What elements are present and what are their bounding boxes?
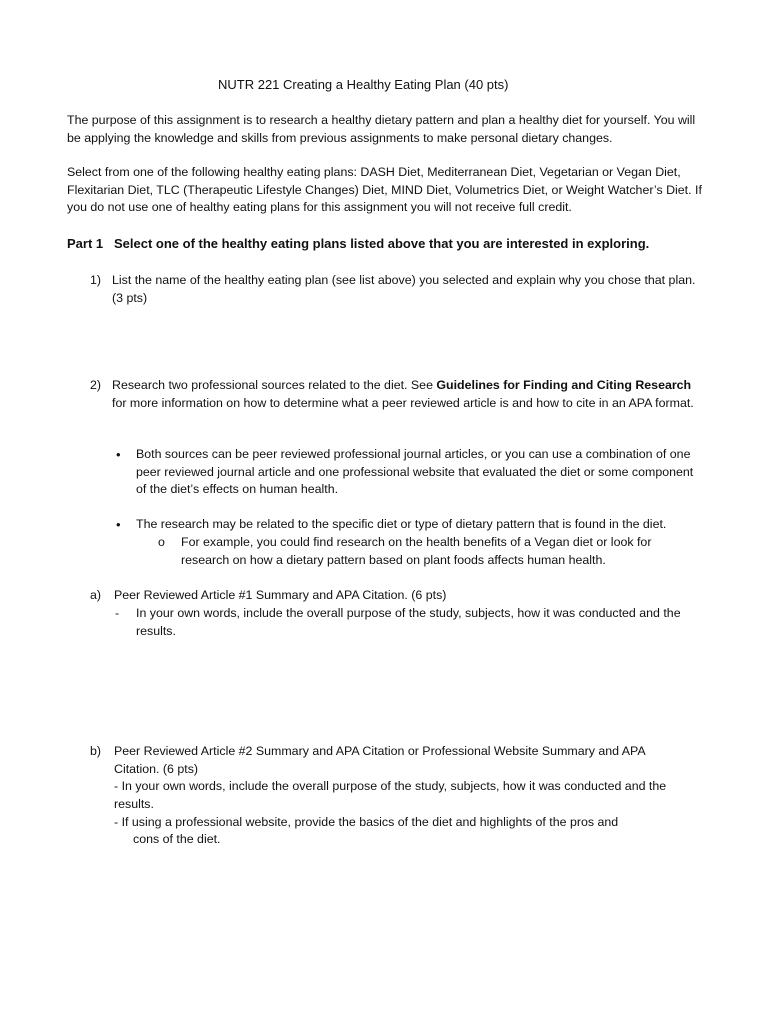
- item-a-dash: -: [115, 606, 120, 620]
- page-title: NUTR 221 Creating a Healthy Eating Plan (40 pts): [218, 77, 509, 92]
- bullet-2-text: The research may be related to the specific diet or type of dietary pattern that is found in the diet.: [136, 517, 667, 531]
- guidelines-link[interactable]: Guidelines for Finding and Citing Research: [436, 378, 692, 392]
- bullet-1-symbol: •: [116, 447, 121, 462]
- item-b-detail-2-line1: - If using a professional website, provide the basics of the diet and highlights of the pros and: [114, 815, 619, 829]
- sub-bullet-text: For example, you could find research on the health benefits of a Vegan diet or look for research on how a dietary pattern based on plant foods affects human health.: [181, 535, 652, 567]
- item-b-heading: Peer Reviewed Article #2 Summary and APA Citation or Professional Website Summary and APA Citation. (6 pts): [114, 744, 645, 776]
- item2-text-before: Research two professional sources related to the diet. See: [112, 378, 437, 392]
- intro-paragraph: The purpose of this assignment is to research a healthy dietary pattern and plan a healthy diet for yourself. You will be applying the knowledge and skills from previous assignments to make personal dietary changes.: [67, 113, 696, 145]
- item-b-label: b): [90, 744, 102, 758]
- item2-text: [112, 377, 704, 412]
- select-paragraph: Select from one of the following healthy eating plans: DASH Diet, Mediterranean Diet, Vegetarian or Vegan Diet, Flexitarian Diet, TLC (Therapeutic Lifestyle Changes) Diet, MIND Diet, Volumetrics Diet, or Weight Watcher’s Diet. If you do not use one of healthy eating plans for this assignment you will not receive full credit.: [67, 165, 702, 214]
- item-a-label: a): [90, 588, 102, 602]
- part1-label: Part 1: [67, 236, 104, 251]
- item1-number: 1): [90, 273, 102, 287]
- item-b-detail-2-line2: cons of the diet.: [133, 832, 221, 846]
- item1-text: List the name of the healthy eating plan (see list above) you selected and explain why you chose that plan. (3 pts): [112, 273, 696, 305]
- item-a-detail: In your own words, include the overall purpose of the study, subjects, how it was conducted and the results.: [136, 606, 681, 638]
- sub-bullet-symbol: o: [158, 535, 165, 549]
- part1-heading: [67, 235, 649, 253]
- item2-text-after: for more information on how to determine what a peer reviewed article is and how to cite in an APA format.: [112, 395, 694, 410]
- part1-text: Select one of the healthy eating plans listed above that you are interested in exploring.: [113, 236, 650, 251]
- item-b-detail-1: - In your own words, include the overall purpose of the study, subjects, how it was conducted and the results.: [114, 779, 667, 811]
- item2-number: 2): [90, 378, 102, 392]
- bullet-1-text: Both sources can be peer reviewed professional journal articles, or you can use a combination of one peer reviewed journal article and one professional website that evaluated the diet or some component of the diet’s effects on human health.: [136, 447, 694, 496]
- item-a-heading: Peer Reviewed Article #1 Summary and APA Citation. (6 pts): [114, 588, 447, 602]
- bullet-2-symbol: •: [116, 517, 121, 532]
